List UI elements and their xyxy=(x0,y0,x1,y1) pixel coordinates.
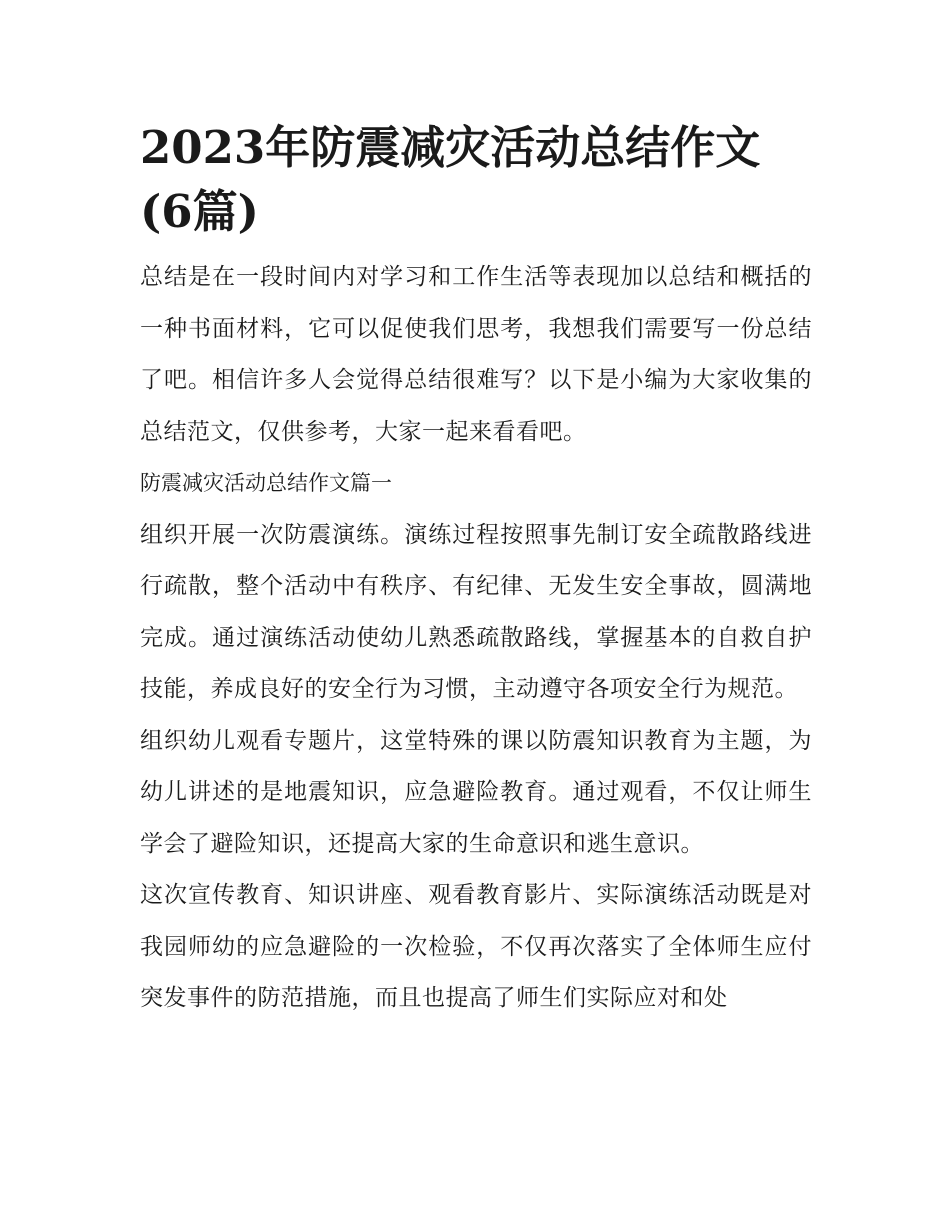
section-heading: 防震减灾活动总结作文篇一 xyxy=(140,471,392,495)
document-body xyxy=(140,116,812,1025)
body-paragraph-2: 组织幼儿观看专题片，这堂特殊的课以防震知识教育为主题，为幼儿讲述的是地震知识，应急避险教育。通过观看，不仅让师生学会了避险知识，还提高大家的生命意识和逃生意识。 xyxy=(140,727,812,857)
body-paragraph-1: 组织开展一次防震演练。演练过程按照事先制订安全疏散路线进行疏散，整个活动中有秩序、有纪律、无发生安全事故，圆满地完成。通过演练活动使幼儿熟悉疏散路线，掌握基本的自救自护技能，养成良好的安全行为习惯，主动遵守各项安全行为规范。 xyxy=(140,521,812,702)
body-paragraph-3: 这次宣传教育、知识讲座、观看教育影片、实际演练活动既是对我园师幼的应急避险的一次检验，不仅再次落实了全体师生应付突发事件的防范措施，而且也提高了师生们实际应对和处 xyxy=(140,882,812,1011)
document-title: 2023年防震减灾活动总结作文(6篇) xyxy=(140,121,761,238)
intro-paragraph: 总结是在一段时间内对学习和工作生活等表现加以总结和概括的一种书面材料，它可以促使我们思考，我想我们需要写一份总结了吧。相信许多人会觉得总结很难写？以下是小编为大家收集的总结范文，仅供参考，大家一起来看看吧。 xyxy=(140,264,812,445)
